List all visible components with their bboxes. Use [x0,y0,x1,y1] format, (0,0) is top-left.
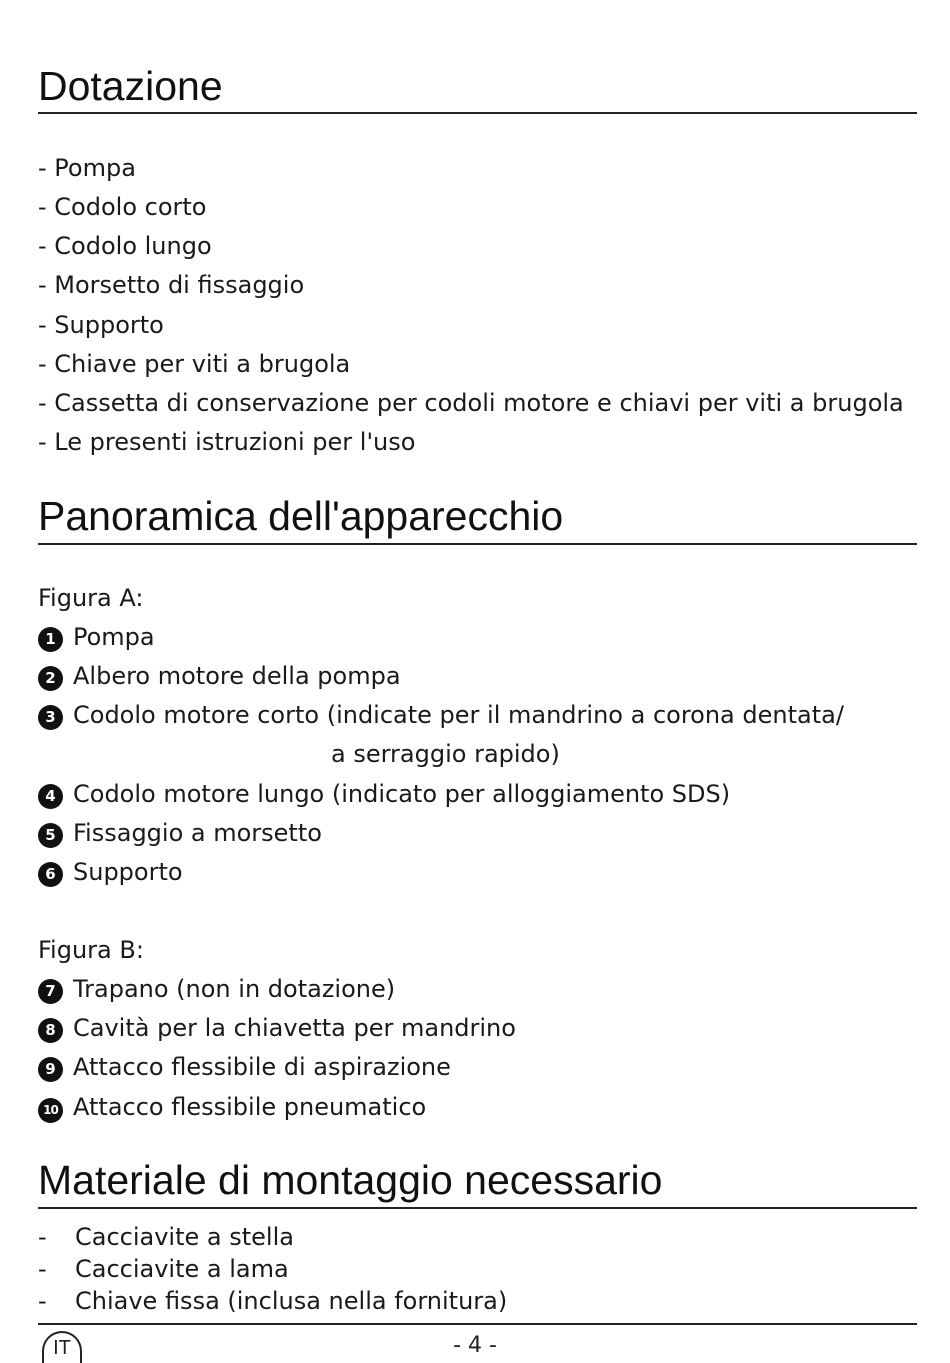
callout-number: 2 [38,666,63,691]
list-item: - Codolo corto [38,193,207,221]
item-text: Chiave fissa (inclusa nella fornitura) [75,1287,508,1315]
list-item [38,819,322,848]
list-item [38,1287,507,1315]
list-item [38,858,183,887]
callout-number: 5 [38,823,63,848]
heading-rule [38,543,917,545]
callout-number: 3 [38,705,63,730]
item-text: Cacciavite a stella [75,1223,294,1251]
list-item: - Morsetto di fissaggio [38,271,305,299]
list-dash: - [38,1255,47,1283]
list-item: - Supporto [38,311,164,339]
item-text: Fissaggio a morsetto [73,819,322,847]
item-continuation: a serraggio rapido) [331,740,560,768]
heading-rule [38,112,917,114]
heading-panoramica: Panoramica dell'apparecchio [38,493,564,539]
item-text: Trapano (non in dotazione) [73,975,396,1003]
list-item: - Cassetta di conservazione per codoli motore e chiavi per viti a brugola [38,389,904,417]
list-item [38,701,844,730]
page-number: - 4 - [453,1333,497,1358]
list-item [38,1014,516,1043]
callout-number: 10 [38,1098,63,1123]
list-item [38,623,155,652]
list-item: - Pompa [38,154,136,182]
list-dash: - [38,1287,47,1315]
heading-rule [38,1207,917,1209]
item-text: Pompa [73,623,155,651]
list-item: - Codolo lungo [38,232,212,260]
heading-materiale: Materiale di montaggio necessario [38,1157,663,1203]
item-text: Attacco flessibile pneumatico [73,1093,427,1121]
language-badge: IT [42,1331,82,1363]
item-text: Codolo motore corto (indicate per il mandrino a corona dentata/ [73,701,844,729]
footer-rule [38,1323,917,1325]
list-item [38,780,730,809]
figure-b-label: Figura B: [38,936,144,964]
item-text: Cacciavite a lama [75,1255,289,1283]
list-item [38,1093,426,1123]
item-text: Codolo motore lungo (indicato per alloggiamento SDS) [73,780,731,808]
callout-number: 1 [38,627,63,652]
callout-number: 9 [38,1057,63,1082]
item-text: Cavità per la chiavetta per mandrino [73,1014,516,1042]
list-item: - Le presenti istruzioni per l'uso [38,428,416,456]
item-text: Albero motore della pompa [73,662,401,690]
list-item [38,662,401,691]
callout-number: 8 [38,1018,63,1043]
heading-dotazione: Dotazione [38,63,223,109]
list-item [38,1053,451,1082]
callout-number: 6 [38,862,63,887]
list-item [38,975,395,1004]
callout-number: 4 [38,784,63,809]
item-text: Attacco flessibile di aspirazione [73,1053,451,1081]
callout-number: 7 [38,979,63,1004]
figure-a-label: Figura A: [38,584,144,612]
item-text: Supporto [73,858,183,886]
list-item [38,1255,289,1283]
list-item: - Chiave per viti a brugola [38,350,351,378]
list-dash: - [38,1223,47,1251]
list-item [38,1223,294,1251]
